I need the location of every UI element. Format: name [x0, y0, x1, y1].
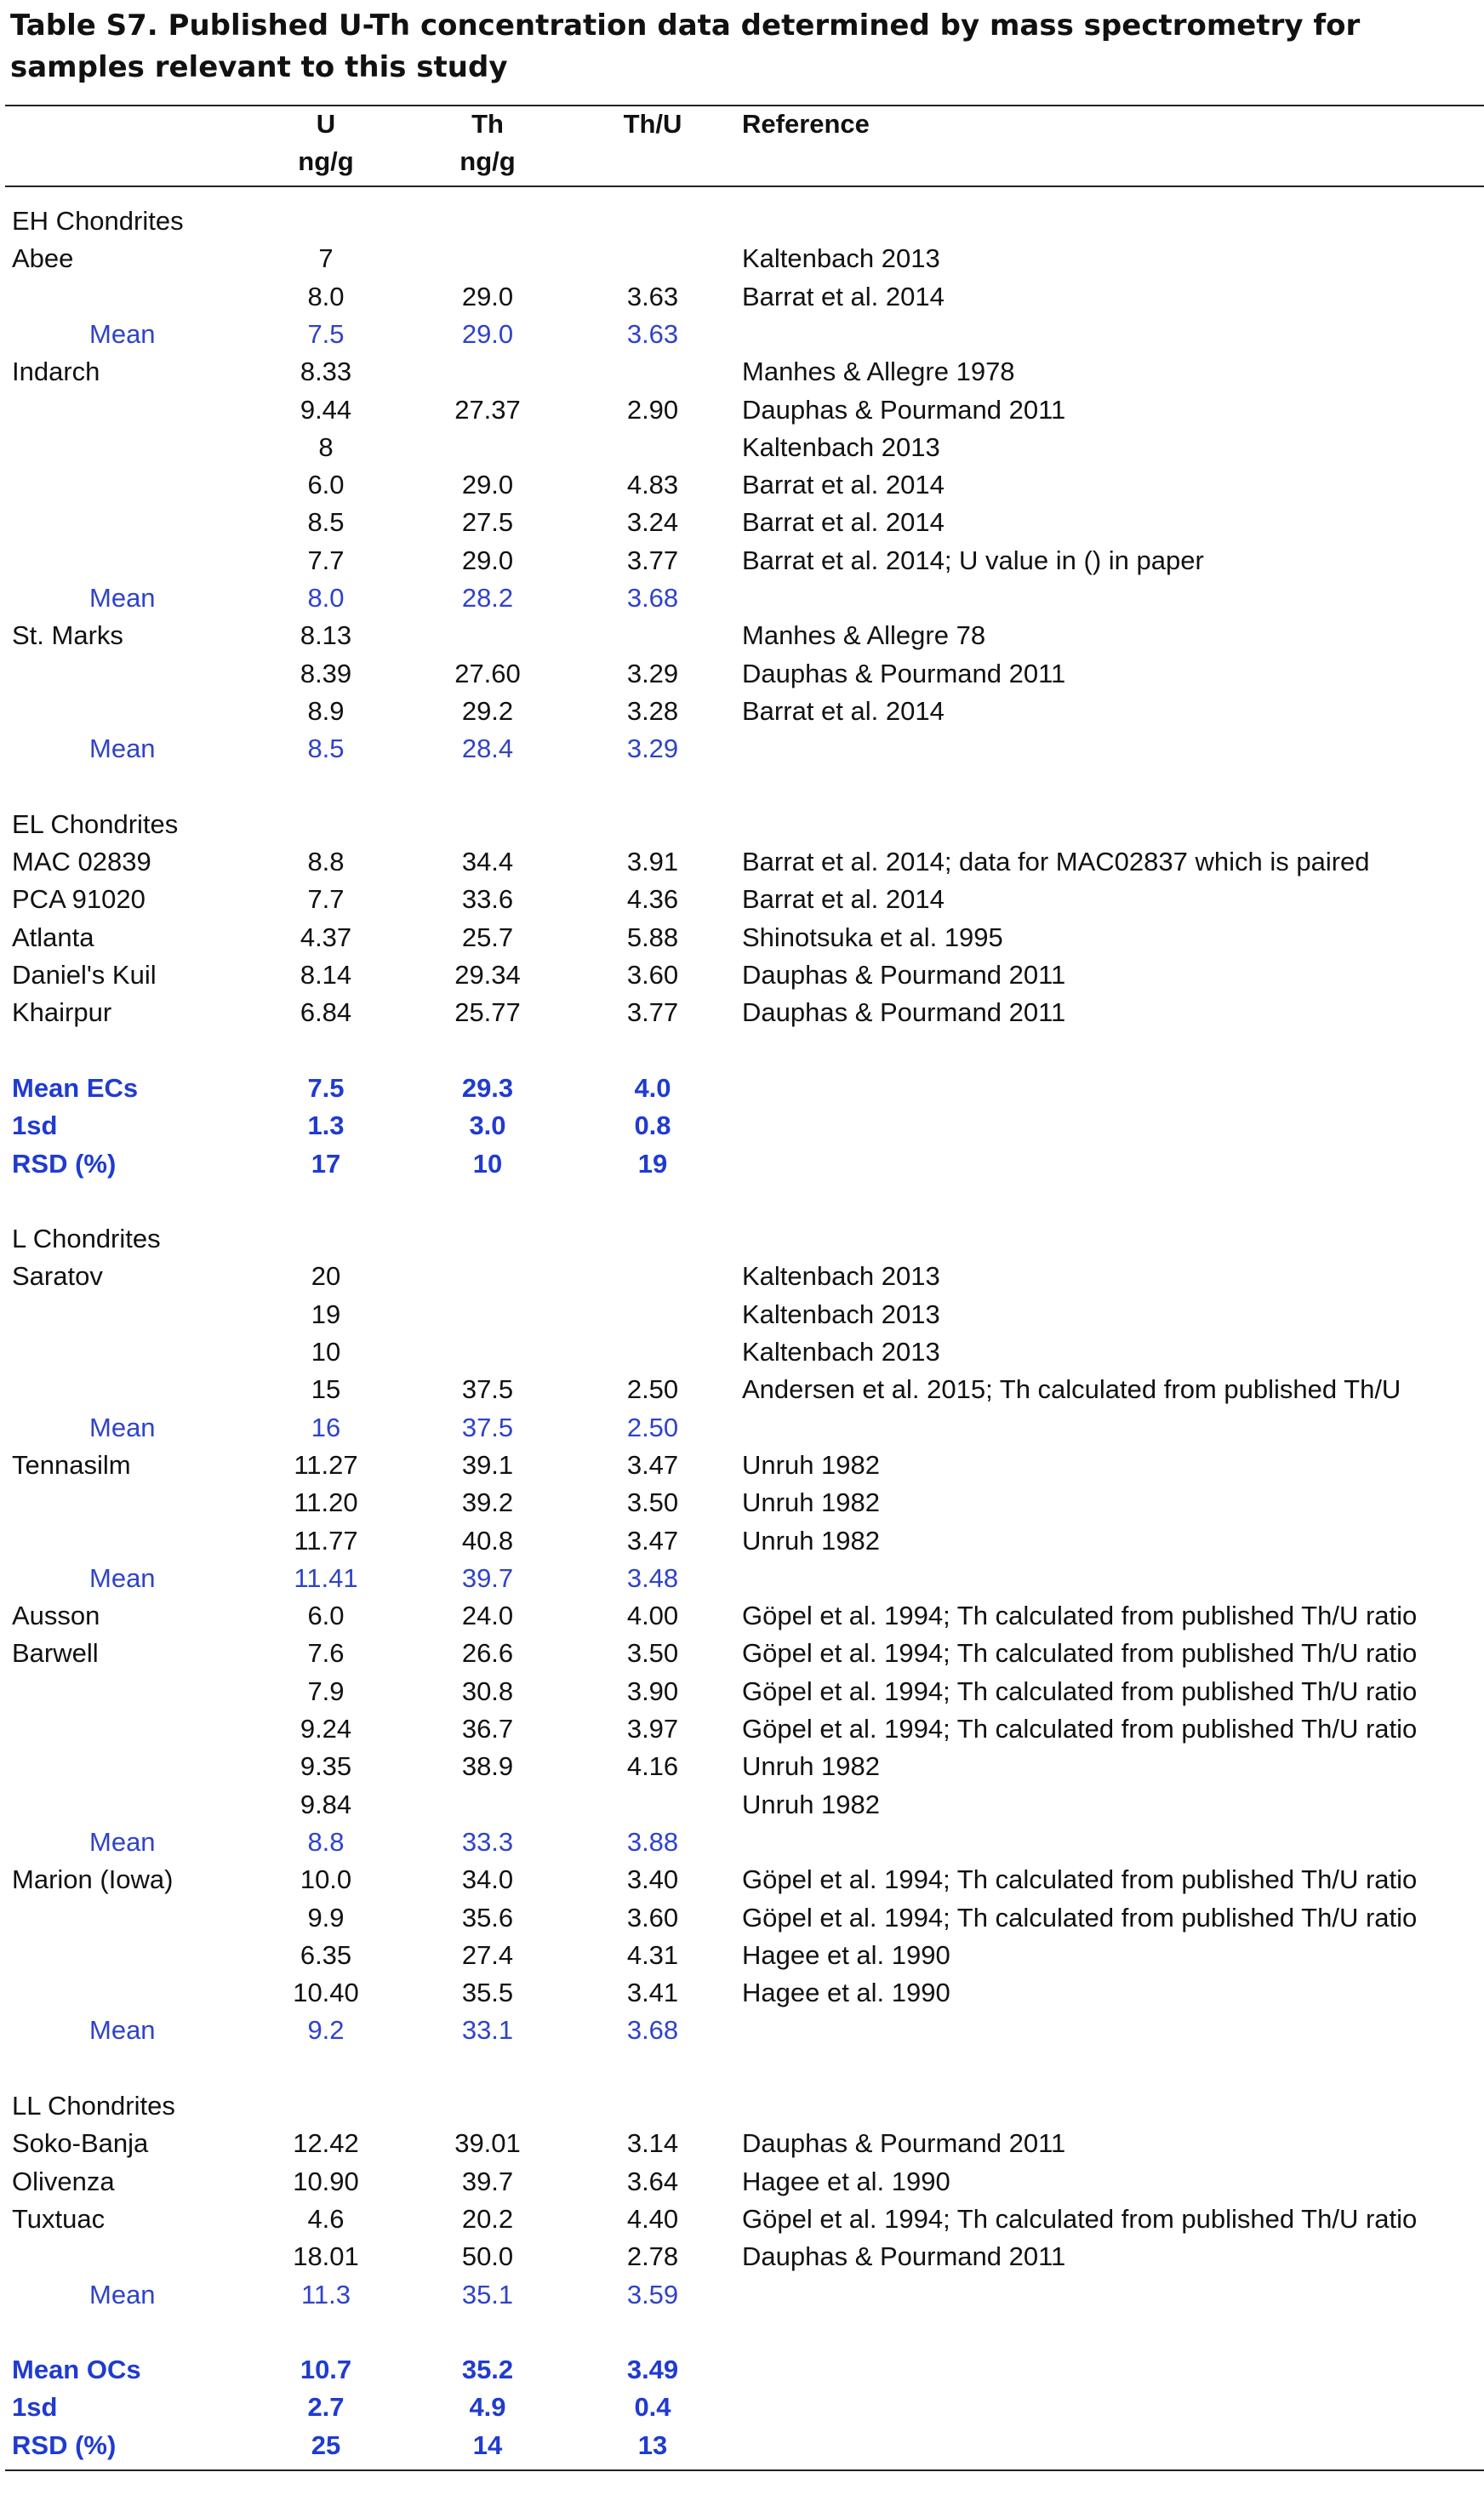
th-value: 27.4 [461, 1939, 514, 1970]
u-value: 8.8 [307, 1826, 345, 1857]
section-label: EH Chondrites [12, 206, 184, 236]
table-row [0, 1937, 1484, 1974]
col-header-ratio: Th/U [623, 109, 682, 139]
reference: Barrat et al. 2014 [742, 884, 945, 915]
mean-row [0, 1824, 1484, 1861]
th-u-ratio: 4.00 [626, 1601, 679, 1631]
th-value [420, 429, 556, 466]
sample-name: Mean [89, 1562, 156, 1593]
th-u-ratio: 3.24 [626, 507, 679, 538]
summary-row [0, 2427, 1484, 2464]
table-row [0, 1710, 1484, 1748]
sample-name: Khairpur [12, 997, 112, 1028]
sample-name: Mean [89, 318, 156, 349]
u-value: 9.9 [307, 1902, 345, 1933]
th-u-ratio: 3.14 [626, 2128, 679, 2159]
th-u-ratio: 3.64 [626, 2166, 679, 2196]
u-value: 8.9 [307, 695, 345, 726]
sample-name: Marion (Iowa) [12, 1864, 174, 1895]
summary-row [0, 1107, 1484, 1145]
th-value: 33.1 [461, 2015, 514, 2046]
th-u-ratio: 0.4 [634, 2392, 671, 2423]
th-u-ratio: 3.28 [626, 695, 679, 726]
th-u-ratio: 4.36 [626, 884, 679, 915]
th-value: 29.0 [461, 281, 514, 311]
th-u-ratio: 3.29 [626, 658, 679, 688]
th-value: 3.0 [469, 1110, 506, 1141]
sample-name: RSD (%) [12, 2429, 117, 2460]
u-value: 8.33 [300, 357, 352, 387]
table-row [0, 655, 1484, 693]
sample-name: PCA 91020 [12, 884, 146, 915]
reference: Dauphas & Pourmand 2011 [742, 2128, 1066, 2159]
th-u-ratio: 19 [637, 1148, 668, 1179]
th-value: 34.0 [461, 1864, 514, 1895]
u-value: 1.3 [307, 1110, 345, 1141]
th-u-ratio [585, 1258, 721, 1295]
table-row [0, 1974, 1484, 2012]
reference: Dauphas & Pourmand 2011 [742, 2241, 1066, 2272]
u-value: 11.27 [294, 1449, 358, 1480]
th-u-ratio: 3.88 [626, 1826, 679, 1857]
reference: Kaltenbach 2013 [742, 1299, 940, 1329]
u-value: 9.2 [307, 2015, 345, 2046]
th-value: 29.0 [461, 545, 514, 575]
th-u-ratio: 3.29 [626, 734, 679, 764]
section-label: EL Chondrites [12, 808, 179, 839]
table-row [0, 2201, 1484, 2238]
th-value: 10 [472, 1148, 503, 1179]
reference: Unruh 1982 [742, 1449, 881, 1480]
u-value: 7.9 [307, 1676, 345, 1706]
table-row [0, 1861, 1484, 1898]
u-value: 11.3 [300, 2279, 351, 2309]
th-u-ratio [585, 1296, 721, 1333]
u-value: 4.6 [307, 2203, 345, 2234]
table-row [0, 1447, 1484, 1484]
th-value: 14 [472, 2429, 503, 2460]
th-value [420, 617, 556, 654]
u-value: 11.20 [294, 1487, 358, 1518]
u-value: 4.37 [300, 922, 352, 952]
th-u-ratio: 3.60 [626, 960, 679, 990]
summary-row [0, 1145, 1484, 1183]
th-u-ratio [585, 429, 721, 466]
reference: Unruh 1982 [742, 1751, 881, 1782]
u-value: 7.5 [307, 318, 345, 349]
th-value: 34.4 [461, 847, 514, 877]
section-label: LL Chondrites [12, 2091, 175, 2121]
u-value: 6.0 [307, 1601, 345, 1631]
section-heading [0, 203, 1484, 240]
reference: Göpel et al. 1994; Th calculated from published Th/U ratio [742, 1902, 1418, 1933]
sample-name: Mean [89, 583, 156, 613]
spacer-row [0, 1183, 1484, 1220]
th-value: 29.3 [461, 1072, 514, 1103]
th-value: 28.4 [461, 734, 514, 764]
th-value [420, 353, 556, 391]
table-row [0, 1786, 1484, 1824]
u-value: 6.84 [300, 997, 352, 1028]
th-u-ratio: 4.31 [626, 1939, 679, 1970]
sample-name: Saratov [12, 1261, 103, 1292]
sample-name: Mean [89, 2015, 156, 2046]
th-u-ratio: 3.68 [626, 583, 679, 613]
reference: Göpel et al. 1994; Th calculated from published Th/U ratio [742, 1714, 1418, 1744]
u-value: 8.0 [307, 583, 345, 613]
mean-row [0, 316, 1484, 353]
th-value: 20.2 [461, 2203, 514, 2234]
reference: Barrat et al. 2014 [742, 281, 945, 311]
table-title: Table S7. Published U-Th concentration data determined by mass spectrometry for samples relevant to this study [10, 9, 1361, 84]
reference: Göpel et al. 1994; Th calculated from published Th/U ratio [742, 2203, 1418, 2234]
th-u-ratio: 3.97 [626, 1714, 679, 1744]
sample-name: RSD (%) [12, 1148, 117, 1179]
u-value: 15 [311, 1374, 341, 1405]
u-value: 9.35 [300, 1751, 352, 1782]
th-u-ratio: 3.40 [626, 1864, 679, 1895]
th-value: 29.34 [454, 960, 521, 990]
sample-name: Mean [89, 2279, 156, 2309]
th-value: 39.2 [461, 1487, 514, 1518]
th-value: 27.37 [454, 394, 521, 425]
u-value: 10.40 [293, 1978, 359, 2008]
reference: Hagee et al. 1990 [742, 2166, 950, 2196]
th-u-ratio: 3.77 [626, 997, 679, 1028]
table-row [0, 1296, 1484, 1333]
u-value: 8.0 [307, 281, 345, 311]
th-value: 35.5 [461, 1978, 514, 2008]
th-u-ratio: 3.63 [626, 281, 679, 311]
table-row [0, 2125, 1484, 2162]
mean-row [0, 2012, 1484, 2049]
u-value: 12.42 [293, 2128, 359, 2159]
th-u-ratio [585, 353, 721, 391]
summary-row [0, 1070, 1484, 1107]
table-row [0, 1899, 1484, 1937]
th-u-ratio: 2.90 [626, 394, 679, 425]
reference: Manhes & Allegre 78 [742, 620, 986, 651]
table-row [0, 391, 1484, 429]
spacer-row [0, 768, 1484, 806]
th-u-ratio: 3.50 [626, 1638, 679, 1669]
reference: Dauphas & Pourmand 2011 [742, 997, 1066, 1028]
sample-name: Mean ECs [12, 1072, 139, 1103]
u-value: 8.8 [307, 847, 345, 877]
u-value: 9.84 [300, 1789, 352, 1819]
th-u-ratio: 3.49 [626, 2355, 679, 2385]
th-u-ratio [585, 240, 721, 277]
th-value: 4.9 [469, 2392, 506, 2423]
mean-row [0, 1409, 1484, 1447]
table-row [0, 1484, 1484, 1522]
table-row [0, 1673, 1484, 1710]
th-u-ratio: 4.0 [634, 1072, 671, 1103]
th-u-ratio: 3.63 [626, 318, 679, 349]
u-value: 7 [318, 243, 334, 274]
sample-name: Ausson [12, 1601, 100, 1631]
reference: Barrat et al. 2014 [742, 470, 945, 500]
th-value: 37.5 [461, 1412, 514, 1442]
table-row [0, 240, 1484, 277]
table-row [0, 693, 1484, 730]
reference: Dauphas & Pourmand 2011 [742, 394, 1066, 425]
spacer-row [0, 1032, 1484, 1070]
reference: Hagee et al. 1990 [742, 1978, 950, 2008]
u-value: 16 [311, 1412, 341, 1442]
th-u-ratio [585, 617, 721, 654]
th-u-ratio: 5.88 [626, 922, 679, 952]
table-row [0, 2238, 1484, 2275]
table-row [0, 1371, 1484, 1408]
u-value: 8 [318, 431, 334, 462]
th-value: 35.1 [461, 2279, 514, 2309]
u-value: 10 [311, 1337, 341, 1367]
reference: Shinotsuka et al. 1995 [742, 922, 1003, 952]
reference: Kaltenbach 2013 [742, 243, 940, 274]
th-value: 39.7 [461, 1562, 514, 1593]
th-value: 25.77 [454, 997, 521, 1028]
reference: Andersen et al. 2015; Th calculated from published Th/U [742, 1374, 1401, 1405]
spacer-row [0, 2050, 1484, 2087]
th-value [420, 240, 556, 277]
th-u-ratio: 2.50 [626, 1412, 679, 1442]
section-label: L Chondrites [12, 1224, 161, 1254]
section-heading [0, 806, 1484, 843]
reference: Göpel et al. 1994; Th calculated from published Th/U ratio [742, 1601, 1418, 1631]
u-value: 11.41 [294, 1562, 358, 1593]
u-value: 8.39 [300, 658, 352, 688]
table-row [0, 956, 1484, 994]
table-row [0, 919, 1484, 956]
u-value: 8.13 [300, 620, 352, 651]
th-u-ratio: 3.90 [626, 1676, 679, 1706]
sample-name: Mean OCs [12, 2355, 141, 2385]
sample-name: MAC 02839 [12, 847, 151, 877]
th-u-ratio: 3.77 [626, 545, 679, 575]
table-row [0, 994, 1484, 1031]
u-value: 18.01 [293, 2241, 359, 2272]
sample-name: Daniel's Kuil [12, 960, 157, 990]
reference: Unruh 1982 [742, 1525, 881, 1556]
table-row [0, 1635, 1484, 1672]
th-value: 36.7 [461, 1714, 514, 1744]
sample-name: 1sd [12, 1110, 58, 1141]
sample-name: 1sd [12, 2392, 58, 2423]
table-row [0, 843, 1484, 881]
table-row [0, 278, 1484, 316]
sample-name: Tuxtuac [12, 2203, 106, 2234]
sample-name: St. Marks [12, 620, 123, 651]
table-row [0, 542, 1484, 580]
u-value: 7.5 [307, 1072, 345, 1103]
sample-name: Indarch [12, 357, 100, 387]
u-value: 9.24 [300, 1714, 352, 1744]
reference: Unruh 1982 [742, 1789, 881, 1819]
th-u-ratio: 3.50 [626, 1487, 679, 1518]
table-row [0, 617, 1484, 654]
reference: Göpel et al. 1994; Th calculated from published Th/U ratio [742, 1864, 1418, 1895]
th-u-ratio [585, 1333, 721, 1371]
col-header-th: Th [471, 109, 504, 139]
th-value: 27.60 [454, 658, 521, 688]
th-u-ratio: 13 [637, 2429, 668, 2460]
table-row [0, 504, 1484, 541]
th-value [420, 1333, 556, 1371]
u-value: 10.90 [293, 2166, 359, 2196]
summary-row [0, 2389, 1484, 2426]
th-value [420, 1786, 556, 1824]
u-value: 8.5 [307, 734, 345, 764]
col-unit-u: ng/g [298, 146, 354, 176]
th-value [420, 1258, 556, 1295]
sample-name: Soko-Banja [12, 2128, 149, 2159]
th-u-ratio: 3.60 [626, 1902, 679, 1933]
reference: Barrat et al. 2014; U value in () in paper [742, 545, 1204, 575]
summary-row [0, 2351, 1484, 2389]
th-value [420, 1296, 556, 1333]
u-value: 8.5 [307, 507, 345, 538]
table-row [0, 1748, 1484, 1785]
sample-name: Mean [89, 1412, 156, 1442]
col-header-u: U [316, 109, 336, 139]
table-row [0, 1597, 1484, 1635]
th-value: 39.1 [461, 1449, 514, 1480]
th-u-ratio: 0.8 [634, 1110, 671, 1141]
reference: Barrat et al. 2014 [742, 507, 945, 538]
th-value: 29.0 [461, 470, 514, 500]
bottom-rule [5, 2469, 1484, 2471]
reference: Manhes & Allegre 1978 [742, 357, 1015, 387]
th-value: 29.0 [461, 318, 514, 349]
th-u-ratio: 3.47 [626, 1449, 679, 1480]
u-value: 7.6 [307, 1638, 345, 1669]
u-value: 17 [311, 1148, 341, 1179]
u-value: 9.44 [300, 394, 352, 425]
header-row-labels [0, 106, 1484, 143]
th-value: 25.7 [461, 922, 514, 952]
reference: Barrat et al. 2014; data for MAC02837 which is paired [742, 847, 1370, 877]
reference: Kaltenbach 2013 [742, 431, 940, 462]
th-value: 35.2 [461, 2355, 514, 2385]
th-u-ratio: 3.41 [626, 1978, 679, 2008]
th-u-ratio: 3.59 [626, 2279, 679, 2309]
table-row [0, 353, 1484, 391]
reference: Barrat et al. 2014 [742, 695, 945, 726]
u-value: 2.7 [307, 2392, 345, 2423]
mean-row [0, 580, 1484, 617]
table-row [0, 1522, 1484, 1560]
th-value: 33.3 [461, 1826, 514, 1857]
th-u-ratio: 3.48 [626, 1562, 679, 1593]
u-value: 20 [311, 1261, 341, 1292]
mean-row [0, 1560, 1484, 1597]
u-value: 25 [311, 2429, 341, 2460]
table-row [0, 2163, 1484, 2201]
th-value: 24.0 [461, 1601, 514, 1631]
table-row [0, 881, 1484, 918]
th-u-ratio: 4.16 [626, 1751, 679, 1782]
sample-name: Mean [89, 734, 156, 764]
sample-name: Atlanta [12, 922, 94, 952]
sample-name: Mean [89, 1826, 156, 1857]
th-value: 37.5 [461, 1374, 514, 1405]
header-rule [5, 186, 1484, 187]
th-u-ratio: 4.83 [626, 470, 679, 500]
table-row [0, 429, 1484, 466]
reference: Kaltenbach 2013 [742, 1337, 940, 1367]
table-row [0, 466, 1484, 504]
table-row [0, 1258, 1484, 1295]
mean-row [0, 730, 1484, 768]
th-u-ratio: 3.68 [626, 2015, 679, 2046]
section-heading [0, 1220, 1484, 1258]
th-value: 39.7 [461, 2166, 514, 2196]
th-u-ratio: 3.47 [626, 1525, 679, 1556]
th-u-ratio: 2.50 [626, 1374, 679, 1405]
th-u-ratio: 2.78 [626, 2241, 679, 2272]
th-value: 35.6 [461, 1902, 514, 1933]
th-value: 29.2 [461, 695, 514, 726]
u-value: 7.7 [307, 545, 345, 575]
reference: Unruh 1982 [742, 1487, 881, 1518]
reference: Dauphas & Pourmand 2011 [742, 960, 1066, 990]
th-value: 40.8 [461, 1525, 514, 1556]
th-value: 26.6 [461, 1638, 514, 1669]
sample-name: Tennasilm [12, 1449, 131, 1480]
u-value: 6.0 [307, 470, 345, 500]
th-u-ratio: 4.40 [626, 2203, 679, 2234]
u-value: 7.7 [307, 884, 345, 915]
reference: Dauphas & Pourmand 2011 [742, 658, 1066, 688]
mean-row [0, 2276, 1484, 2314]
u-value: 10.7 [300, 2355, 352, 2385]
sample-name: Barwell [12, 1638, 99, 1669]
th-value: 38.9 [461, 1751, 514, 1782]
th-u-ratio [585, 1786, 721, 1824]
th-value: 33.6 [461, 884, 514, 915]
th-value: 50.0 [461, 2241, 514, 2272]
th-u-ratio: 3.91 [626, 847, 679, 877]
col-unit-th: ng/g [459, 146, 516, 176]
reference: Göpel et al. 1994; Th calculated from published Th/U ratio [742, 1638, 1418, 1669]
sample-name: Abee [12, 243, 74, 274]
u-value: 19 [311, 1299, 341, 1329]
u-value: 6.35 [300, 1939, 352, 1970]
u-value: 11.77 [294, 1525, 358, 1556]
th-value: 39.01 [454, 2128, 521, 2159]
section-heading [0, 2087, 1484, 2125]
reference: Kaltenbach 2013 [742, 1261, 940, 1292]
col-header-reference: Reference [742, 109, 870, 139]
u-value: 8.14 [300, 960, 352, 990]
reference: Göpel et al. 1994; Th calculated from published Th/U ratio [742, 1676, 1418, 1706]
th-value: 30.8 [461, 1676, 514, 1706]
header-row-units [0, 143, 1484, 180]
reference: Hagee et al. 1990 [742, 1939, 950, 1970]
th-value: 28.2 [461, 583, 514, 613]
u-value: 10.0 [300, 1864, 352, 1895]
sample-name: Olivenza [12, 2166, 115, 2196]
table-row [0, 1333, 1484, 1371]
spacer-row [0, 2314, 1484, 2351]
th-value: 27.5 [461, 507, 514, 538]
